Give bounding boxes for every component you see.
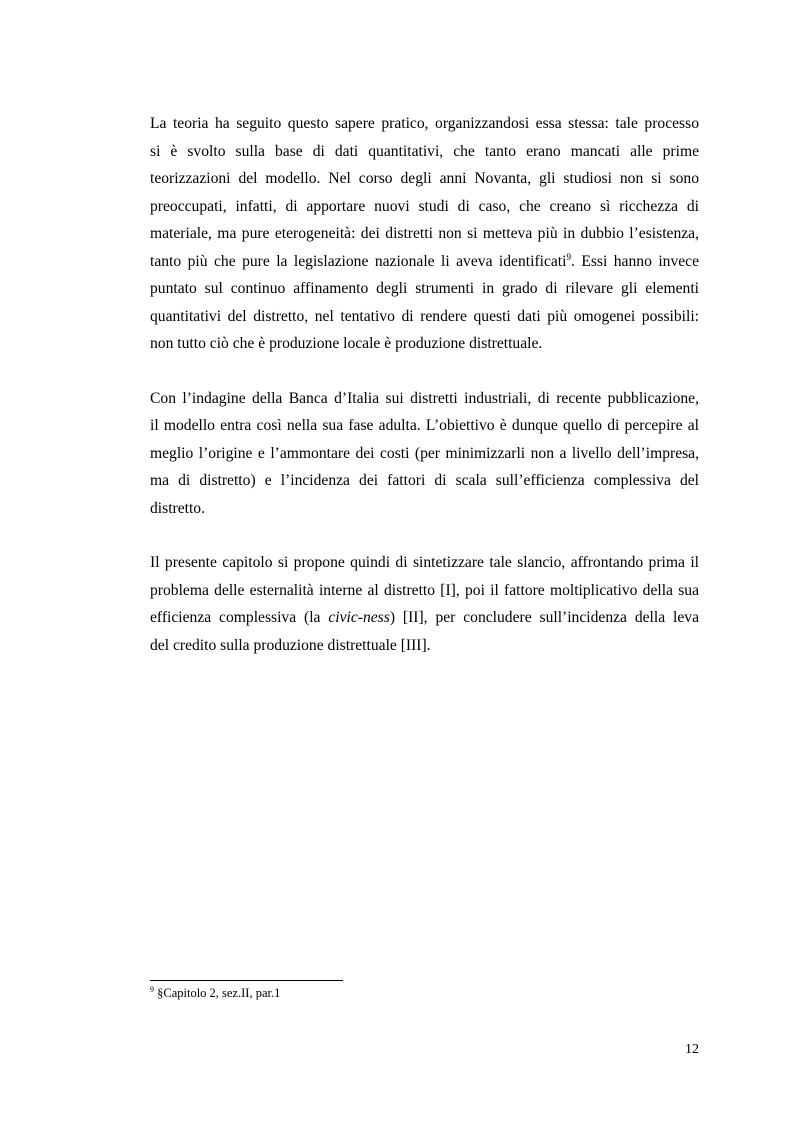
text-line: teorizzazioni del modello. Nel corso degli anni Novanta, gli studiosi non si sono	[150, 170, 699, 187]
text-segment: ) [II], per concludere sull’incidenza della leva	[389, 609, 699, 626]
paragraph-1	[150, 110, 699, 358]
text-line: Con l’indagine della Banca d’Italia sui distretti industriali, di recente pubblicazione,	[150, 389, 699, 407]
text-line	[150, 604, 699, 632]
text-line: non tutto ciò che è produzione locale è produzione distrettuale.	[150, 335, 543, 352]
text-line: Il presente capitolo si propone quindi di sintetizzare tale slancio, affrontando prima il	[150, 554, 699, 571]
text-line: ma di distretto) e l’incidenza dei fattori di scala sull’efficienza complessiva del	[150, 472, 699, 489]
text-line: puntato sul continuo affinamento degli strumenti in grado di rilevare gli elementi	[150, 280, 699, 297]
page-number: 12	[685, 1042, 699, 1057]
footnote-text: §Capitolo 2, sez.II, par.1	[157, 986, 281, 1000]
body-text	[150, 110, 699, 686]
text-line: quantitativi del distretto, nel tentativo di rendere questi dati più omogenei possibili:	[150, 307, 699, 325]
text-segment: tanto più che pure la legislazione nazionale li aveva identificati	[150, 252, 567, 270]
text-line: La teoria ha seguito questo sapere pratico, organizzandosi essa stessa: tale processo	[150, 115, 699, 132]
text-line: si è svolto sulla base di dati quantitativi, che tanto erano mancati alle prime	[150, 142, 699, 160]
paragraph-2	[150, 385, 699, 523]
text-line	[150, 248, 699, 276]
text-line: materiale, ma pure eterogeneità: dei distretti non si metteva più in dubbio l’esistenza,	[150, 225, 699, 242]
footnote-reference[interactable]: 9	[566, 251, 571, 262]
italic-term: civic-ness	[328, 609, 390, 626]
text-line: problema delle esternalità interne al distretto [I], poi il fattore moltiplicativo della sua	[150, 581, 699, 599]
footnote	[150, 985, 280, 1001]
text-line: meglio l’origine e l’ammontare dei costi (per minimizzarli non a livello dell’impresa,	[150, 444, 699, 462]
text-line: il modello entra così nella sua fase adulta. L’obiettivo è dunque quello di percepire al	[150, 417, 699, 434]
paragraph-3	[150, 549, 699, 659]
text-line: distretto.	[150, 499, 206, 517]
text-line: del credito sulla produzione distrettuale [III].	[150, 636, 431, 654]
text-line: preoccupati, infatti, di apportare nuovi studi di caso, che creano sì ricchezza di	[150, 197, 699, 215]
footnote-separator	[150, 980, 343, 981]
text-segment: . Essi hanno invece	[570, 252, 700, 270]
footnote-number: 9	[150, 985, 154, 994]
text-segment: efficienza complessiva (la	[150, 609, 329, 626]
